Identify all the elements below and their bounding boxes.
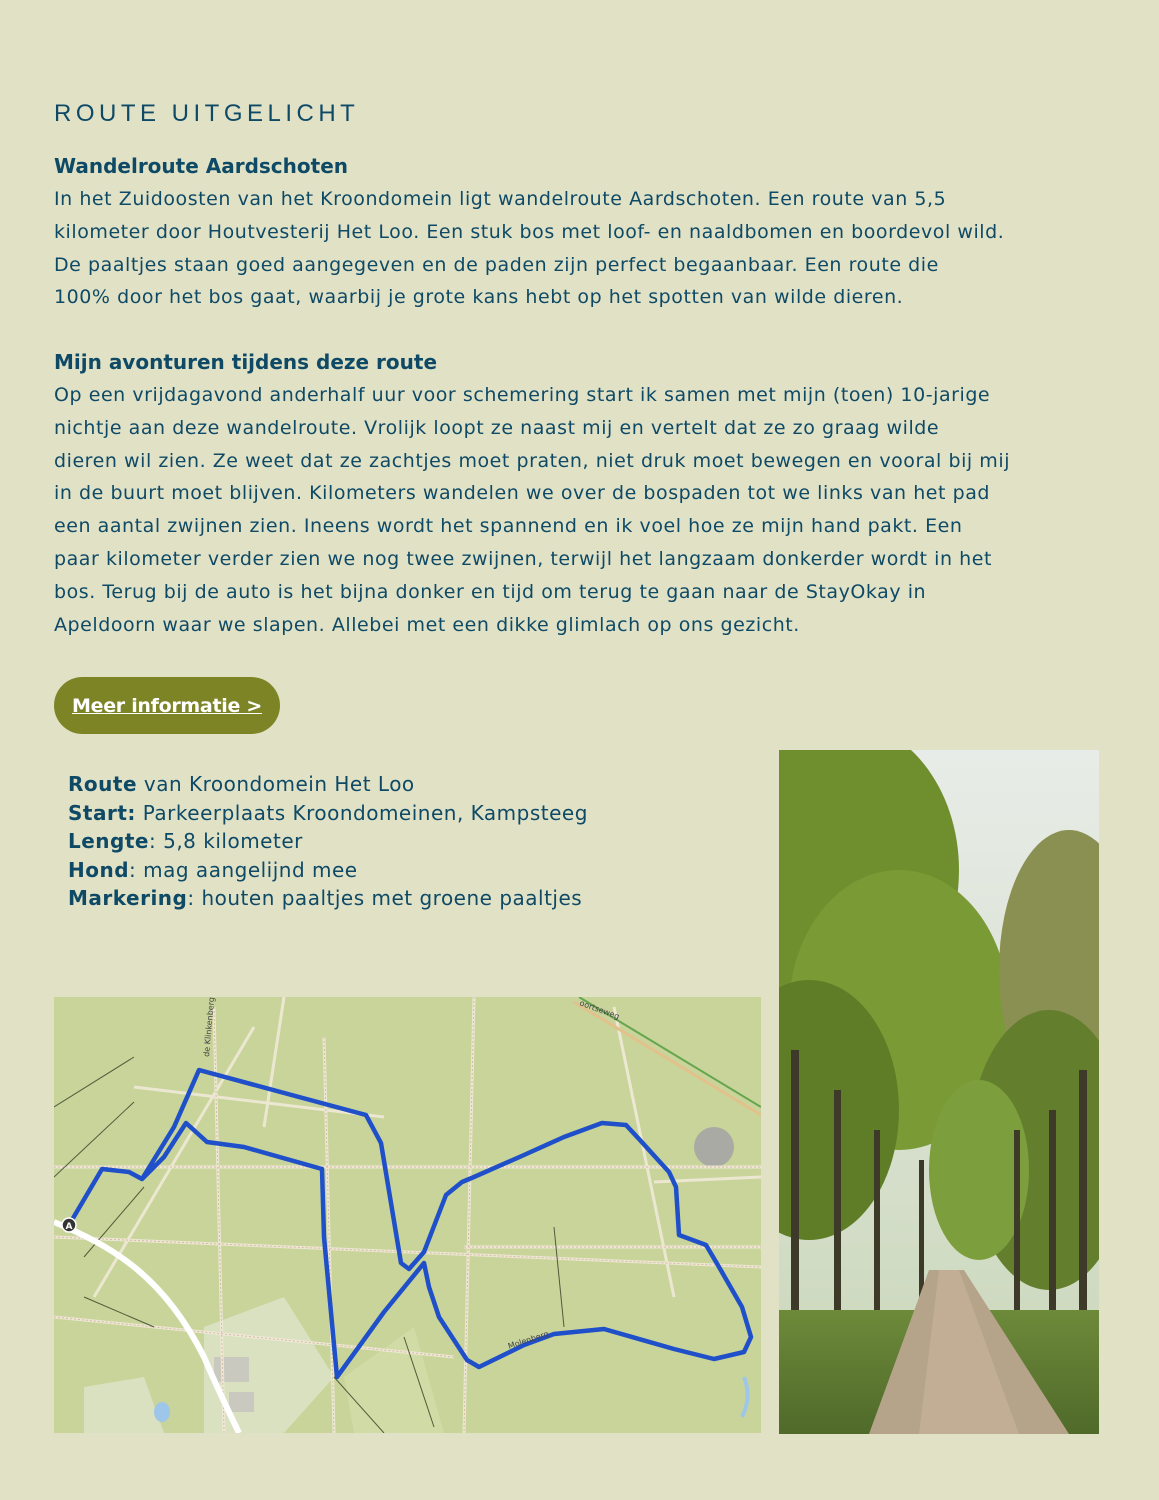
fact-length: Lengte: 5,8 kilometer — [68, 829, 303, 853]
adventure-line: dieren wil zien. Ze weet dat ze zachtjes moet praten, niet druk moet bewegen en vooral bij mij — [54, 449, 1011, 472]
adventure-line: paar kilometer verder zien we nog twee zwijnen, terwijl het langzaam donkerder wordt in het — [54, 547, 992, 570]
street-label: de Klinkenberg — [202, 997, 217, 1058]
fact-route: Route van Kroondomein Het Loo — [68, 772, 415, 796]
route-map[interactable] — [54, 997, 761, 1433]
adventure-line: Op een vrijdagavond anderhalf uur voor schemering start ik samen met mijn (toen) 10-jarige — [54, 384, 991, 406]
intro-heading: Wandelroute Aardschoten — [54, 154, 349, 178]
street-label: Molenberg — [506, 1329, 550, 1351]
adventure-line: een aantal zwijnen zien. Ineens wordt het spannend en ik voel hoe ze mijn hand pakt. Een — [54, 515, 963, 538]
adventure-line: nichtje aan deze wandelroute. Vrolijk loopt ze naast mij en vertelt dat ze zo graag wilde — [54, 416, 940, 439]
adventure-line: in de buurt moet blijven. Kilometers wandelen we over de bospaden tot we links van het pad — [54, 482, 991, 505]
adventure-line: bos. Terug bij de auto is het bijna donker en tijd om terug te gaan naar de StayOkay in — [54, 580, 927, 603]
adventure-block — [54, 346, 1114, 641]
adventure-heading: Mijn avonturen tijdens deze route — [54, 350, 438, 374]
start-marker: A — [65, 1222, 73, 1232]
intro-line: De paaltjes staan goed aangegeven en de paden zijn perfect begaanbaar. Een route die — [54, 253, 939, 276]
section-title: ROUTE UITGELICHT — [54, 100, 360, 127]
intro-line: In het Zuidoosten van het Kroondomein ligt wandelroute Aardschoten. Een route van 5,5 — [54, 188, 947, 210]
street-label: oortseweg — [578, 998, 621, 1022]
fact-start: Start: Parkeerplaats Kroondomeinen, Kampsteeg — [68, 800, 588, 825]
more-info-button[interactable]: Meer informatie > — [54, 677, 280, 734]
adventure-line: Apeldoorn waar we slapen. Allebei met een dikke glimlach op ons gezicht. — [54, 613, 800, 636]
forest-path-photo — [779, 750, 1099, 1434]
fact-dog: Hond: mag aangelijnd mee — [68, 857, 358, 882]
intro-block — [54, 150, 1114, 314]
route-facts — [68, 770, 588, 913]
intro-line: 100% door het bos gaat, waarbij je grote kans hebt op het spotten van wilde dieren. — [54, 286, 904, 309]
fact-marking: Markering: houten paaltjes met groene paaltjes — [68, 886, 583, 910]
intro-line: kilometer door Houtvesterij Het Loo. Een stuk bos met loof- en naaldbomen en boordevol wild. — [54, 220, 1005, 243]
